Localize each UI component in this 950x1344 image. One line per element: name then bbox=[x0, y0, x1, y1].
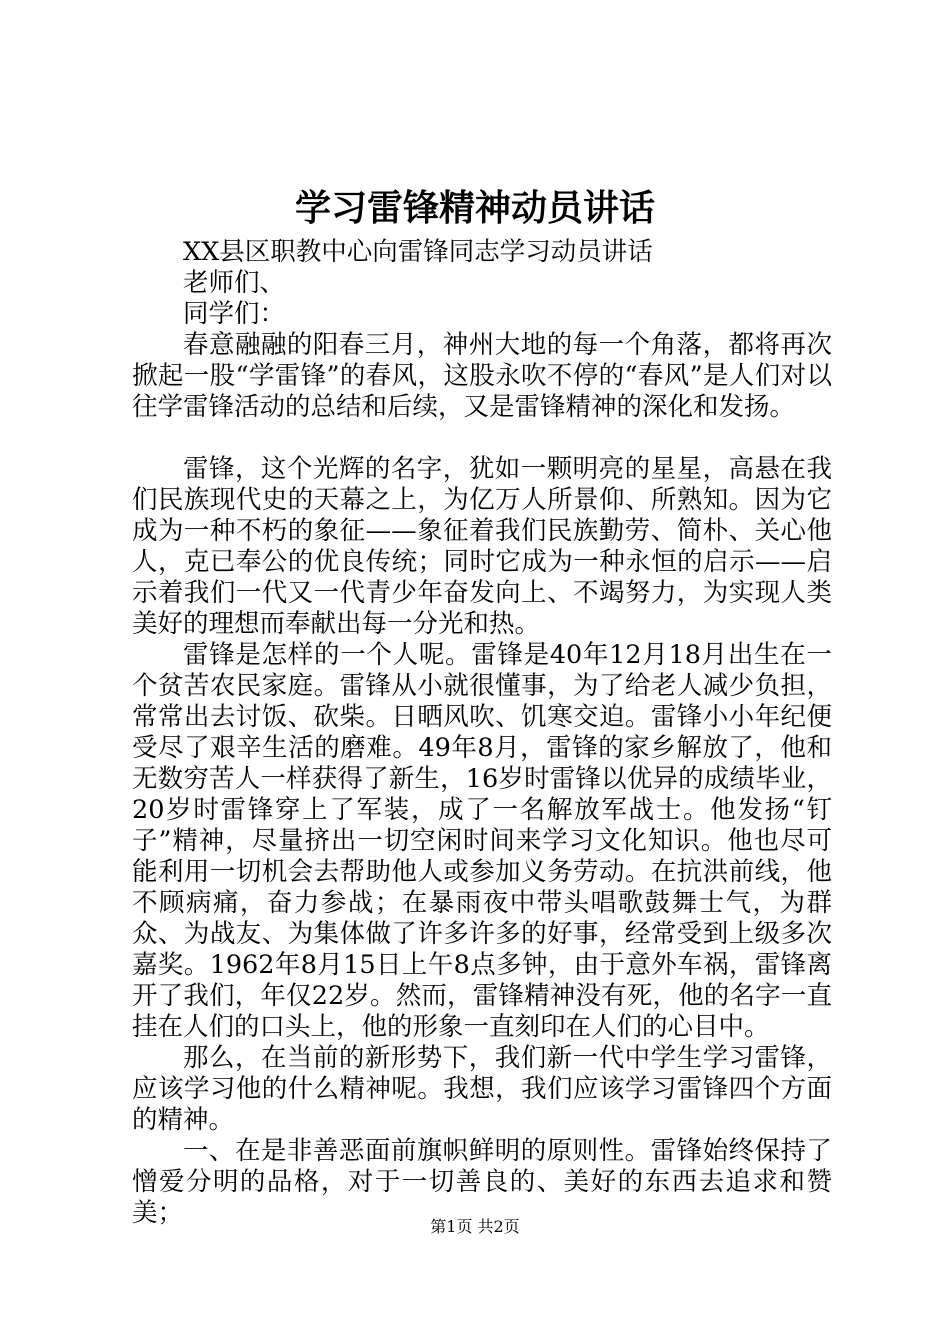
paragraph-new-situation: 那么，在当前的新形势下，我们新一代中学生学习雷锋，应该学习他的什么精神呢。我想，我们应该学习雷锋四个方面的精神。 bbox=[132, 1043, 832, 1135]
page-number-footer: 第1页 共2页 bbox=[430, 1217, 520, 1236]
page-title: 学习雷锋精神动员讲话 bbox=[294, 187, 655, 229]
paragraph-salutation-students: 同学们： bbox=[183, 299, 286, 329]
document-body bbox=[132, 237, 832, 1229]
paragraph-leifeng-name: 雷锋，这个光辉的名字，犹如一颗明亮的星星，高悬在我们民族现代史的天幕之上，为亿万人所景仰、所熟知。因为它成为一种不朽的象征——象征着我们民族勤劳、简朴、关心他人，克已奉公的优良传统；同时它成为一种永恒的启示——启示着我们一代又一代青少年奋发向上、不竭努力，为实现人类美好的理想而奉献出每一分光和热。 bbox=[132, 454, 832, 639]
paragraph-spring-intro: 春意融融的阳春三月，神州大地的每一个角落，都将再次掀起一股“学雷锋”的春风，这股永吹不停的“春风”是人们对以往学雷锋活动的总结和后续，又是雷锋精神的深化和发扬。 bbox=[132, 330, 832, 422]
paragraph-leifeng-life: 雷锋是怎样的一个人呢。雷锋是40年12月18月出生在一个贫苦农民家庭。雷锋从小就很懂事，为了给老人减少负担，常常出去讨饭、砍柴。日晒风吹、饥寒交迫。雷锋小小年纪便受尽了艰辛生活的磨难。49年8月，雷锋的家乡解放了，他和无数穷苦人一样获得了新生，16岁时雷锋以优异的成绩毕业，20岁时雷锋穿上了军装，成了一名解放军战士。他发扬“钉子”精神，尽量挤出一切空闲时间来学习文化知识。他也尽可能利用一切机会去帮助他人或参加义务劳动。在抗洪前线，他不顾病痛，奋力参战；在暴雨夜中带头唱歌鼓舞士气，为群众、为战友、为集体做了许多许多的好事，经常受到上级多次嘉奖。1962年8月15日上午8点多钟，由于意外车祸，雷锋离开了我们，年仅22岁。然而，雷锋精神没有死，他的名字一直挂在人们的口头上，他的形象一直刻印在人们的心目中。 bbox=[132, 640, 832, 1042]
paragraph-header-line: XX县区职教中心向雷锋同志学习动员讲话 bbox=[183, 237, 653, 267]
paragraph-point-one: 一、在是非善恶面前旗帜鲜明的原则性。雷锋始终保持了憎爱分明的品格，对于一切善良的、美好的东西去追求和赞美； bbox=[132, 1136, 832, 1228]
paragraph-salutation-teachers: 老师们、 bbox=[183, 268, 286, 298]
